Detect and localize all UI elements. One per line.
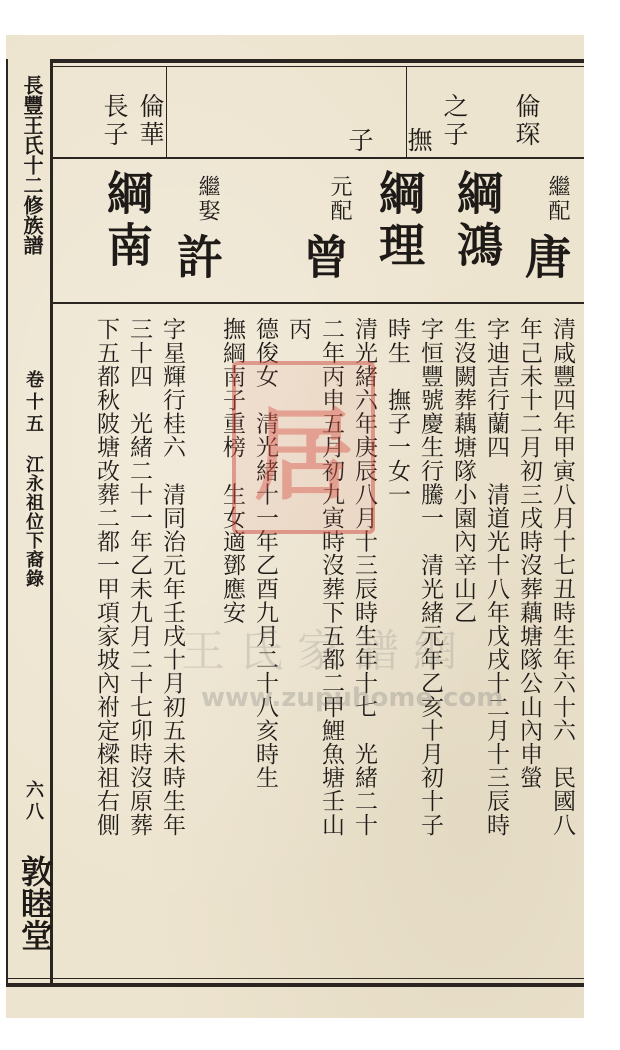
body-column: 下五都秋陂塘改葬二都一甲項家坡內祔定樑祖右側 xyxy=(93,317,119,837)
red-seal-stamp xyxy=(232,361,375,534)
relation-1b: 之子 xyxy=(440,93,469,149)
name-2: 綱鴻 xyxy=(450,169,504,273)
body-column: 丙 xyxy=(285,317,311,341)
body-column: 三十四 光緒二十一年乙未九月二十七卯時沒原葬 xyxy=(126,317,152,837)
bottom-border xyxy=(6,983,584,987)
name-1: 唐 xyxy=(518,233,572,285)
top-border-thin xyxy=(50,66,584,67)
seal-glyph: 居 xyxy=(253,396,354,514)
relation-3b: 長子 xyxy=(100,93,129,149)
book-title: 長豐王氏十二修族譜 xyxy=(20,75,44,255)
section-label: 江永祖位下裔錄 xyxy=(23,455,44,588)
name-6: 綱南 xyxy=(100,169,154,273)
body-column: 二年丙申五月初九寅時沒葬下五都二甲鯉魚塘壬山 xyxy=(318,317,344,837)
body-column: 字星輝行桂六 清同治元年壬戌十月初五未時生年 xyxy=(159,317,185,837)
body-column: 清咸豐四年甲寅八月十七丑時生年六十六 民國八 xyxy=(549,317,575,837)
body-column: 德俊女 清光緒十一年乙酉九月二十八亥時生 xyxy=(252,317,278,789)
page-number: 六八 xyxy=(23,780,44,824)
body-column: 撫綱南子重榜 生女適鄧應安 xyxy=(219,317,245,624)
body-column: 清光緒六年庚辰八月十三辰時生年十七 光緒二十 xyxy=(351,317,377,837)
name-4: 曾 xyxy=(296,233,350,285)
name-label-1: 繼配 xyxy=(545,175,570,223)
relation-3a: 倫華 xyxy=(136,93,165,149)
body-column: 時生 撫子一女一 xyxy=(384,317,410,506)
bottom-border-thin xyxy=(6,978,584,979)
relation-1a: 倫琛 xyxy=(512,93,541,149)
hall-name: 敦睦堂 xyxy=(16,855,54,951)
left-edge xyxy=(6,59,8,983)
relation-2b: 子 xyxy=(345,127,374,155)
top-border xyxy=(50,59,584,63)
genealogy-page xyxy=(6,35,584,1018)
body-column: 年己未十二月初三戌時沒葬藕塘隊公山內申螢 xyxy=(516,317,542,789)
body-column: 字恒豐號慶生行騰一 清光緒元年乙亥十月初十子 xyxy=(417,317,443,837)
name-5: 許 xyxy=(170,233,224,285)
relation-2a: 撫 xyxy=(404,127,433,155)
watermark-text: 王氏家譜網 xyxy=(181,626,471,677)
name-label-5: 繼娶 xyxy=(195,175,220,223)
row-divider-1 xyxy=(50,157,584,159)
body-column: 字迪吉行蘭四 清道光十八年戊戌十二月十三辰時 xyxy=(483,317,509,837)
name-3: 綱理 xyxy=(372,169,426,273)
watermark-url: www.zupuhome.com xyxy=(201,683,504,713)
row-divider-2 xyxy=(50,302,584,304)
volume-label: 卷十五 xyxy=(23,370,44,436)
body-column: 生沒闕葬藕塘隊小園內辛山乙 xyxy=(450,317,476,624)
margin-divider xyxy=(50,59,53,983)
name-label-4: 元配 xyxy=(327,175,352,223)
